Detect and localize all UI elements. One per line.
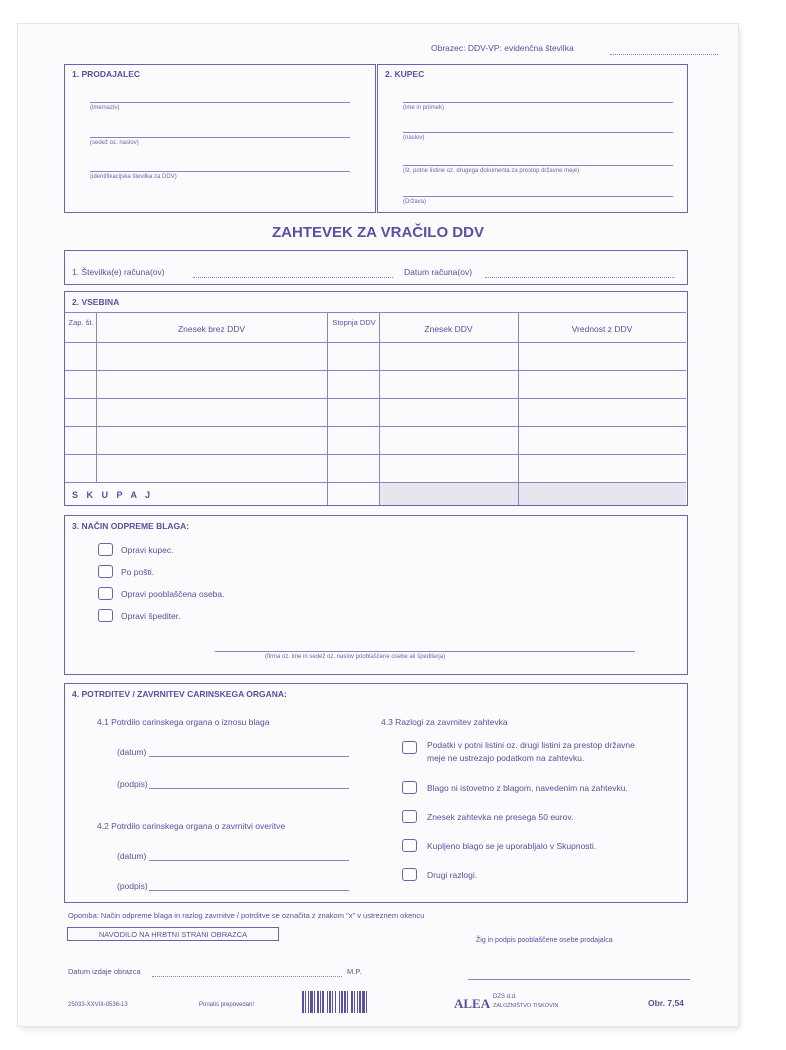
col-divider-2: [327, 312, 328, 505]
col-header-vat: Znesek DDV: [424, 324, 473, 334]
col-divider-4: [518, 312, 519, 505]
reason-label: Blago ni istovetno z blagom, navedenim na zahtevku.: [427, 783, 628, 793]
col-header-net: Znesek brez DDV: [177, 324, 246, 334]
reason-label: meje ne ustrezajo podatkom na zahtevku.: [427, 753, 585, 763]
buyer-name-caption: (ime in priimek): [403, 105, 445, 111]
shipping-box: [64, 515, 688, 675]
customs-export-sign-line[interactable]: [149, 788, 349, 789]
shipping-option-label: Opravi pooblaščena oseba.: [121, 589, 225, 599]
table-row: [65, 398, 686, 399]
customs-export-date-label: (datum): [117, 747, 147, 757]
brand-logo: ALEA: [454, 996, 491, 1011]
table-row: [65, 454, 686, 455]
invoice-number-line[interactable]: [193, 277, 393, 278]
issue-date-label: Datum izdaje obrazca: [68, 967, 141, 976]
table-row: [65, 370, 686, 371]
reason-label: Podatki v potni listini oz. drugi listini za prestop državne: [427, 740, 635, 750]
reason-checkbox[interactable]: [402, 810, 417, 823]
shipping-option-checkbox[interactable]: [98, 543, 113, 556]
invoice-date-label: Datum računa(ov): [404, 267, 473, 277]
customs-box: [64, 683, 688, 903]
seller-title: 1. PRODAJALEC: [72, 69, 141, 79]
content-table: [64, 291, 688, 506]
shipping-option-label: Po pošti.: [121, 567, 155, 577]
seller-address-line[interactable]: [90, 137, 350, 138]
footer-note: Opomba: Način odpreme blaga in razlog zavrnitve / potrditve se označita z znakom "x" v ustreznem okencu: [68, 911, 425, 920]
customs-export-date-line[interactable]: [149, 756, 349, 757]
seller-address-caption: (sedež oz. naslov): [90, 140, 139, 146]
reason-label: Znesek zahtevka ne presega 50 eurov.: [427, 812, 574, 822]
form-edition: Obr. 7,54: [648, 998, 684, 1008]
instructions-box: [67, 927, 279, 941]
col-header-number: Zap. št.: [68, 318, 94, 327]
table-row: [65, 426, 686, 427]
shipping-option-checkbox[interactable]: [98, 587, 113, 600]
customs-export-sign-label: (podpis): [117, 779, 148, 789]
total-label: S K U P A J: [72, 490, 154, 500]
form-number-label: Obrazec: DDV-VP: evidenčna številka: [431, 43, 574, 53]
content-title-rule: [65, 312, 686, 313]
seller-vat-caption: (identifikacijska številka za DDV): [90, 174, 177, 180]
seller-box: [64, 64, 376, 213]
buyer-country-line[interactable]: [403, 196, 673, 197]
buyer-country-caption: (Država): [403, 199, 427, 205]
buyer-address-caption: (naslov): [403, 135, 425, 141]
shipping-option-label: Opravi kupec.: [121, 545, 174, 555]
total-gross-shade: [519, 483, 686, 505]
seller-sign-line[interactable]: [468, 979, 690, 980]
form-number-line[interactable]: [610, 54, 718, 55]
col-header-rate: Stopnja DDV: [332, 318, 376, 327]
publisher-division: ZALOŽNIŠTVO TISKOVIN: [493, 1003, 559, 1009]
buyer-document-caption: (št. potne listine oz. drugega dokumenta za prestop državne meje): [403, 168, 580, 174]
reason-checkbox[interactable]: [402, 781, 417, 794]
reason-checkbox[interactable]: [402, 741, 417, 754]
customs-export-label: 4.1 Potrdilo carinskega organa o iznosu blaga: [97, 717, 270, 727]
header-rule: [65, 342, 686, 343]
col-divider-1: [96, 312, 97, 482]
buyer-address-line[interactable]: [403, 132, 673, 133]
customs-title: 4. POTRDITEV / ZAVRNITEV CARINSKEGA ORGANA:: [72, 689, 287, 699]
customs-reject-sign-label: (podpis): [117, 881, 148, 891]
issue-date-line[interactable]: [152, 976, 342, 977]
page-title: ZAHTEVEK ZA VRAČILO DDV: [272, 224, 484, 241]
form-code: 25033-XXVIII-0536-13: [68, 1002, 128, 1008]
seller-sign-caption: Žig in podpis pooblaščene osebe prodajalca: [476, 937, 613, 944]
seller-name-line[interactable]: [90, 102, 350, 103]
buyer-document-line[interactable]: [403, 165, 673, 166]
form-sheet: [18, 24, 738, 1026]
customs-reject-sign-line[interactable]: [149, 890, 349, 891]
buyer-title: 2. KUPEC: [385, 69, 425, 79]
col-divider-3: [379, 312, 380, 505]
copyright-notice: Ponatis prepovedan!: [199, 1002, 255, 1008]
seller-vat-line[interactable]: [90, 171, 350, 172]
reason-label: Kupljeno blago se je uporabljalo v Skupnosti.: [427, 841, 597, 851]
total-vat-shade: [380, 483, 518, 505]
customs-reject-date-line[interactable]: [149, 860, 349, 861]
customs-reject-label: 4.2 Potrdilo carinskega organa o zavrnitvi overitve: [97, 821, 286, 831]
seller-name-caption: (ime/naziv): [90, 105, 120, 111]
shipping-agent-line[interactable]: [215, 651, 635, 652]
shipping-option-checkbox[interactable]: [98, 565, 113, 578]
barcode-icon: [302, 991, 400, 1013]
shipping-option-checkbox[interactable]: [98, 609, 113, 622]
content-title: 2. VSEBINA: [72, 297, 120, 307]
shipping-option-label: Opravi špediter.: [121, 611, 181, 621]
buyer-box: [377, 64, 688, 213]
reason-checkbox[interactable]: [402, 868, 417, 881]
rejection-reasons-label: 4.3 Razlogi za zavrnitev zahtevka: [381, 717, 508, 727]
invoice-number-label: 1. Številka(e) računa(ov): [72, 267, 165, 277]
invoice-date-line[interactable]: [485, 277, 675, 278]
instructions-label: NAVODILO NA HRBTNI STRANI OBRAZCA: [98, 930, 248, 939]
publisher-name: DZS d.d.: [493, 994, 517, 1000]
col-header-gross: Vrednost z DDV: [571, 324, 633, 334]
reason-checkbox[interactable]: [402, 839, 417, 852]
customs-reject-date-label: (datum): [117, 851, 147, 861]
buyer-name-line[interactable]: [403, 102, 673, 103]
shipping-title: 3. NAČIN ODPREME BLAGA:: [72, 521, 190, 531]
shipping-agent-caption: (firma oz. ime in sedež oz. naslov pooblaščene osebe ali špediterja): [265, 654, 446, 660]
reason-label: Drugi razlogi.: [427, 870, 478, 880]
stamp-label: M.P.: [347, 967, 362, 976]
invoice-box: [64, 250, 688, 285]
